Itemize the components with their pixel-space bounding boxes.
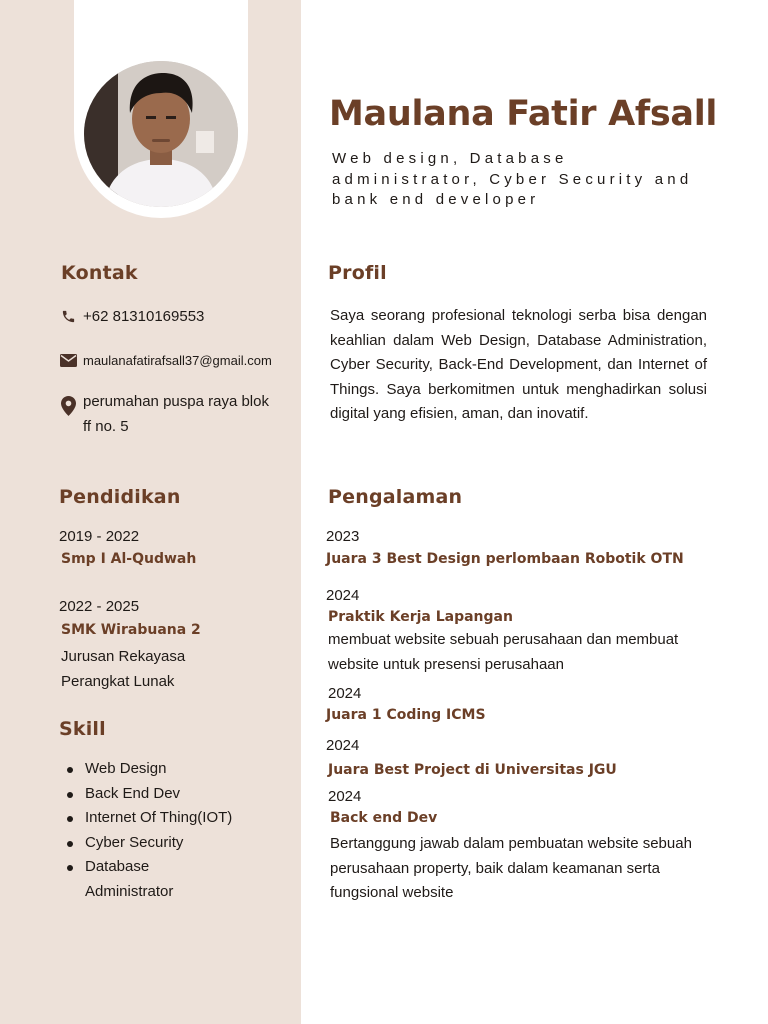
experience-title: Juara 1 Coding ICMS xyxy=(326,707,486,723)
education-heading: Pendidikan xyxy=(59,486,181,508)
skill-item: Internet Of Thing(IOT) xyxy=(66,806,256,831)
contact-email xyxy=(59,348,272,373)
phone-icon xyxy=(59,304,77,324)
profile-text: Saya seorang profesional teknologi serba bisa dengan keahlian dalam Web Design, Database Administration, Cyber Security, Back-End Development, dan Internet of Things. Saya berkomitmen untuk menghadirkan solusi digital yang efisien, aman, dan inovatif. xyxy=(330,307,707,423)
skill-item: Database Administrator xyxy=(66,855,206,904)
education-years: 2019 - 2022 xyxy=(59,528,140,545)
contact-heading: Kontak xyxy=(61,262,138,284)
education-school: Smp I Al-Qudwah xyxy=(61,551,197,567)
profile-photo xyxy=(84,61,238,207)
contact-phone xyxy=(59,304,204,329)
experience-title: Back end Dev xyxy=(330,810,438,826)
experience-year: 2024 xyxy=(326,587,360,604)
skill-item: Back End Dev xyxy=(66,782,256,807)
experience-desc: membuat website sebuah perusahaan dan membuat website untuk presensi perusahaan xyxy=(328,631,679,673)
experience-desc: Bertanggung jawab dalam pembuatan website sebuah perusahaan property, baik dalam keamanan serta fungsional website xyxy=(330,835,692,902)
experience-title: Praktik Kerja Lapangan xyxy=(328,609,513,625)
envelope-icon xyxy=(59,348,77,367)
contact-address xyxy=(59,389,269,439)
skill-item: Cyber Security xyxy=(66,831,256,856)
address-text: perumahan puspa raya blok ff no. 5 xyxy=(83,393,269,435)
education-school: SMK Wirabuana 2 xyxy=(61,622,201,638)
experience-title: Juara Best Project di Universitas JGU xyxy=(328,762,617,778)
location-pin-icon xyxy=(59,389,77,416)
education-years: 2022 - 2025 xyxy=(59,598,140,615)
phone-number: +62 81310169553 xyxy=(83,308,205,325)
experience-title: Juara 3 Best Design perlombaan Robotik OTN xyxy=(326,551,684,567)
skill-item: Web Design xyxy=(66,757,256,782)
experience-year: 2024 xyxy=(328,788,362,805)
experience-year: 2023 xyxy=(326,528,360,545)
skills-list xyxy=(66,757,256,905)
person-name: Maulana Fatir Afsall xyxy=(329,94,718,134)
experience-year: 2024 xyxy=(328,685,362,702)
person-tagline: Web design, Database administrator, Cyber Security and bank end developer xyxy=(332,150,693,208)
profile-heading: Profil xyxy=(328,262,387,284)
education-major: Jurusan Rekayasa Perangkat Lunak xyxy=(61,648,186,690)
experience-heading: Pengalaman xyxy=(328,486,463,508)
experience-year: 2024 xyxy=(326,737,360,754)
email-address: maulanafatirafsall37@gmail.com xyxy=(83,353,272,368)
skills-heading: Skill xyxy=(59,718,106,740)
